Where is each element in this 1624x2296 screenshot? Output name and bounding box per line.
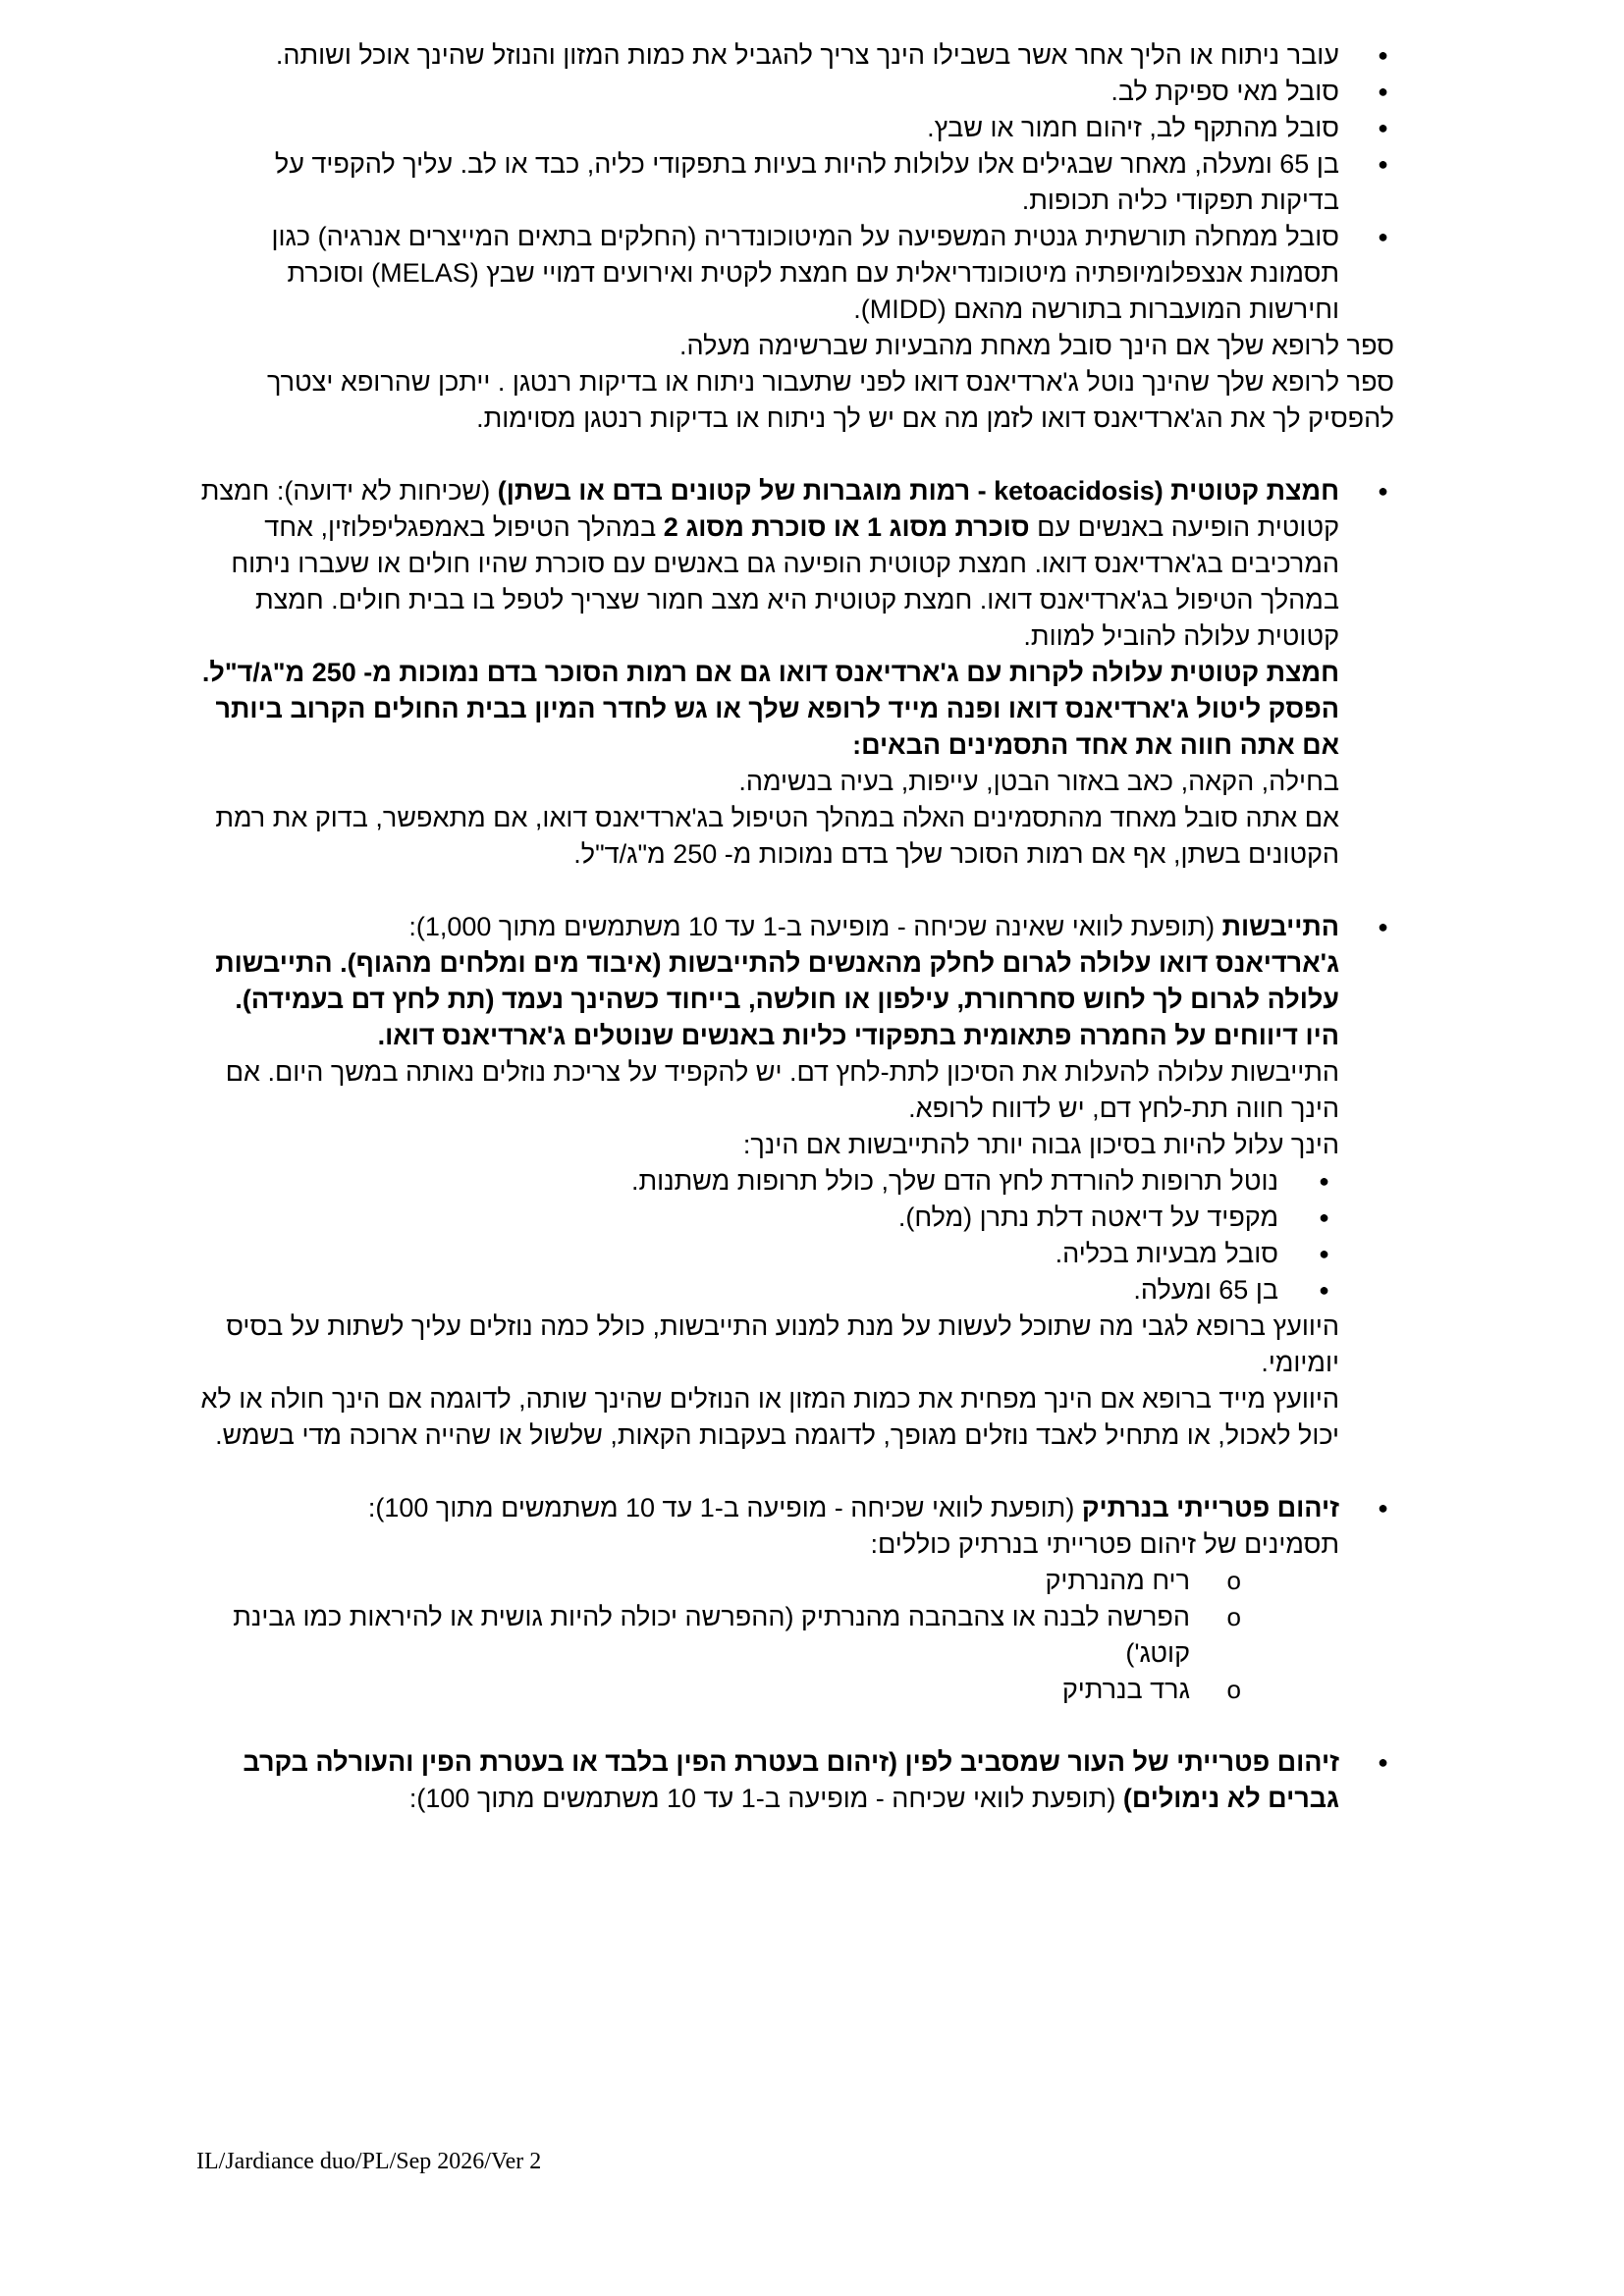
document-page (196, 37, 1394, 1843)
list-item (196, 909, 1394, 1454)
list-item (196, 1744, 1394, 1817)
vaginal-fungal-symptom-list (196, 1563, 1251, 1708)
vaginal-fungal-freq: (תופעת לוואי שכיחה - מופיעה ב-1 עד 10 משתמשים מתוך 100): (367, 1493, 1082, 1522)
list-item: ● בן 65 ומעלה. (196, 1272, 1339, 1308)
top-bullet-list (196, 37, 1394, 328)
paragraph: התייבשות עלולה להעלות את הסיכון לתת-לחץ דם. יש להקפיד על צריכת נוזלים נאותה במשך היום. אם הינך חווה תת-לחץ דם, יש לדווח לרופא. (225, 1057, 1339, 1123)
list-item: ● בן 65 ומעלה, מאחר שבגילים אלו עלולות להיות בעיות בתפקודי כליה, כבד או לב. עליך להקפיד על בדיקות תפקודי כליה תכופות. (196, 146, 1394, 219)
dehydration-freq: (תופעת לוואי שאינה שכיחה - מופיעה ב-1 עד 10 משתמשים מתוך 1,000): (408, 912, 1222, 941)
document-footer: IL/Jardiance duo/PL/Sep 2026/Ver 2 (196, 2149, 542, 2174)
paragraph: ספר לרופא שלך אם הינך סובל מאחת מהבעיות שברשימה מעלה. (679, 331, 1394, 360)
ketoacidosis-body: במהלך הטיפול באמפגליפלוזין, אחד המרכיבים בג'ארדיאנס דואו. חמצת קטוטית הופיעה גם באנשים עם סוכרת שהיו חולים או שעברו ניתוח במהלך הטיפול בג'ארדיאנס דואו. חמצת קטוטית היא מצב חמור שצריך לטפל בו בבית חולים. חמצת קטוטית עלולה להוביל למוות. (231, 512, 1339, 651)
list-item: ● סובל ממחלה תורשתית גנטית המשפיעה על המיטוכונדריה (החלקים בתאים המייצרים אנרגיה) כגון תסמונת אנצפלומיופתיה מיטוכונדריאלית עם חמצת לקטית ואירועים דמויי שבץ (MELAS) וסוכרת וחירשות המועברות בתורשה מהאם (MIDD). (196, 219, 1394, 328)
list-item: ● סובל מבעיות בכליה. (196, 1236, 1339, 1272)
paragraph: ספר לרופא שלך שהינך נוטל ג'ארדיאנס דואו לפני שתעבור ניתוח או בדיקות רנטגן . ייתכן שהרופא יצטרך להפסיק לך את הג'ארדיאנס דואו לזמן מה אם יש לך ניתוח או בדיקות רנטגן מסוימות. (266, 367, 1394, 433)
dehydration-risk-list (196, 1163, 1339, 1308)
penile-fungal-freq: (תופעת לוואי שכיחה - מופיעה ב-1 עד 10 משתמשים מתוך 100): (408, 1784, 1123, 1813)
section-vaginal-fungal (196, 1490, 1394, 1708)
paragraph: הינך עלול להיות בסיכון גבוה יותר להתייבשות אם הינך: (742, 1130, 1339, 1159)
list-item (196, 1490, 1394, 1708)
ketoacidosis-freq: (שכיחות לא ידועה): חמצת קטוטית הופיעה באנשים עם (200, 476, 1339, 542)
ketoacidosis-warning: חמצת קטוטית עלולה לקרות עם ג'ארדיאנס דואו גם אם רמות הסוכר בדם נמוכות מ- 250 מ"ג/ד"ל. הפסק ליטול ג'ארדיאנס דואו ופנה מייד לרופא שלך או גש לחדר המיון בבית החולים הקרוב ביותר אם אתה חווה את אחד התסמינים הבאים: (201, 658, 1339, 760)
paragraph: היוועץ ברופא לגבי מה שתוכל לעשות על מנת למנוע התייבשות, כולל כמה נוזלים עליך לשתות על בסיס יומיומי. (226, 1311, 1339, 1377)
vaginal-fungal-title: זיהום פטרייתי בנרתיק (1081, 1493, 1339, 1522)
section-ketoacidosis (196, 473, 1394, 873)
list-item (196, 473, 1394, 873)
list-item: ● עובר ניתוח או הליך אחר אשר בשבילו הינך צריך להגביל את כמות המזון והנוזל שהינך אוכל ושותה. (196, 37, 1394, 74)
ketoacidosis-intro (196, 473, 1339, 655)
vaginal-fungal-intro (196, 1490, 1339, 1526)
list-item: o ריח מהנרתיק (196, 1563, 1251, 1599)
ketoacidosis-title: חמצת קטוטית (ketoacidosis - רמות מוגברות של קטונים בדם או בשתן) (497, 476, 1339, 506)
section-dehydration (196, 909, 1394, 1454)
dehydration-title: התייבשות (1221, 912, 1339, 941)
section-penile-fungal (196, 1744, 1394, 1817)
paragraph: תסמינים של זיהום פטרייתי בנרתיק כוללים: (870, 1529, 1339, 1559)
paragraph: היוועץ מייד ברופא אם הינך מפחית את כמות המזון או הנוזלים שהינך שותה, לדוגמה אם הינך חולה או לא יכול לאכול, או מתחיל לאבד נוזלים מגופך, לדוגמה בעקבות הקאות, שלשול או שהייה ארוכה מדי בשמש. (200, 1384, 1339, 1450)
dehydration-intro (196, 909, 1339, 945)
ketoacidosis-advice: אם אתה סובל מאחד מהתסמינים האלה במהלך הטיפול בג'ארדיאנס דואו, אם מתאפשר, בדוק את רמת הקטונים בשתן, אף אם רמות הסוכר שלך בדם נמוכות מ- 250 מ"ג/ד"ל. (215, 803, 1339, 869)
list-item: ● נוטל תרופות להורדת לחץ הדם שלך, כולל תרופות משתנות. (196, 1163, 1339, 1200)
list-item: o גרד בנרתיק (196, 1672, 1251, 1708)
ketoacidosis-types: סוכרת מסוג 1 או סוכרת מסוג 2 (663, 512, 1030, 542)
dehydration-warning: ג'ארדיאנס דואו עלולה לגרום לחלק מהאנשים להתייבשות (איבוד מים ומלחים מהגוף). התייבשות עלולה לגרום לך לחוש סחרחורת, עילפון או חולשה, בייחוד כשהינך נעמד (תת לחץ דם בעמידה). היו דיווחים על החמרה פתאומית בתפקודי כליות באנשים שנוטלים ג'ארדיאנס דואו. (215, 948, 1339, 1050)
list-item: o הפרשה לבנה או צהבהבה מהנרתיק (ההפרשה יכולה להיות גושית או להיראות כמו גבינת קוטג') (196, 1599, 1251, 1672)
list-item: ● סובל מאי ספיקת לב. (196, 74, 1394, 110)
list-item: ● מקפיד על דיאטה דלת נתרן (מלח). (196, 1200, 1339, 1236)
penile-fungal-title: זיהום פטרייתי של העור שמסביב לפין (זיהום בעטרת הפין בלבד או בעטרת הפין והעורלה בקרב גברים לא נימולים) (243, 1747, 1339, 1813)
ketoacidosis-symptoms: בחילה, הקאה, כאב באזור הבטן, עייפות, בעיה בנשימה. (738, 767, 1339, 796)
penile-fungal-intro (196, 1744, 1339, 1817)
list-item: ● סובל מהתקף לב, זיהום חמור או שבץ. (196, 110, 1394, 146)
